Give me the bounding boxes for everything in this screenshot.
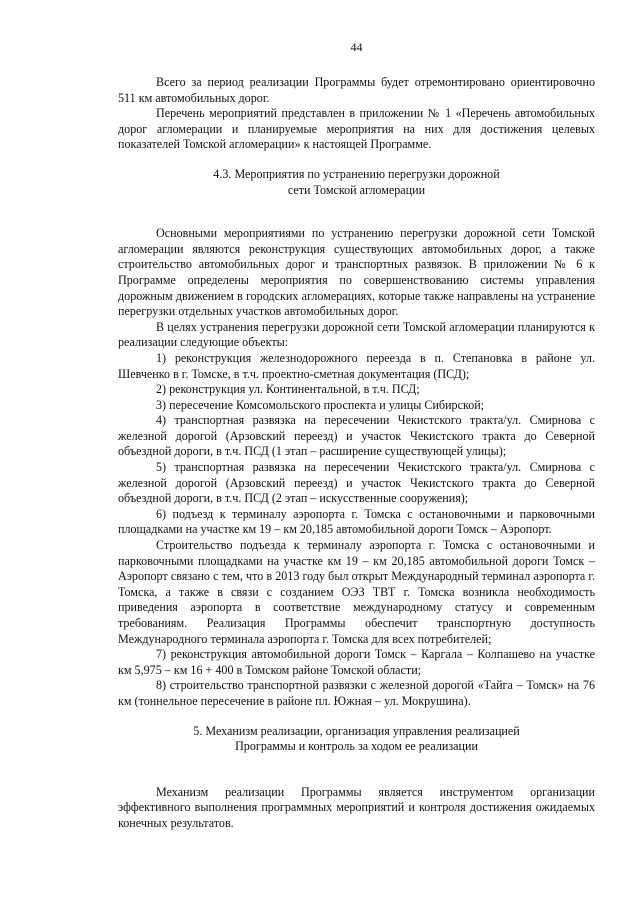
spacer bbox=[118, 153, 595, 167]
spacer bbox=[118, 755, 595, 785]
list-item: 5) транспортная развязка на пересечении Чекистского тракта/ул. Смирнова с железной дорогой (Арзовский переезд) и участок Чекистского тракта до Северной объездной дороги, в т.ч. ПСД (2 этап – искусственные сооружения); bbox=[118, 460, 595, 506]
section-heading-4-3 bbox=[118, 167, 595, 198]
section-heading-line: Программы и контроль за ходом ее реализации bbox=[235, 739, 478, 754]
body-paragraph: Всего за период реализации Программы будет отремонтировано ориентировочно 511 км автомобильных дорог. bbox=[118, 75, 595, 105]
body-paragraph: Основными мероприятиями по устранению перегрузки дорожной сети Томской агломерации являются реконструкция существующих автомобильных дорог, а также строительство автомобильных дорог и транспортных развязок. В приложении № 6 к Программе определены мероприятия по совершенствованию системы управления дорожным движением в городских агломерациях, которые также направлены на устранение перегрузки отдельных участков автомобильных дорог. bbox=[118, 226, 595, 319]
body-paragraph: Строительство подъезда к терминалу аэропорта г. Томска с остановочными и парковочными площадками на участке км 19 – км 20,185 автомобильной дороги Томск – Аэропорт связано с тем, что в 2013 году был открыт Международный терминал аэропорта г. Томска, а также в связи с созданием ОЭЗ ТВТ г. Томска возникла необходимость приведения аэропорта в соответствие международному статусу и современным требованиям. Реализация Программы обеспечит транспортную доступность Международного терминала аэропорта г. Томска для всех потребителей; bbox=[118, 538, 595, 646]
section-4-3-body bbox=[118, 226, 595, 709]
body-paragraph: Перечень мероприятий представлен в приложении № 1 «Перечень автомобильных дорог агломерации и планируемые мероприятия на них для достижения целевых показателей Томской агломерации» к настоящей Программе. bbox=[118, 106, 595, 152]
section-5-body bbox=[118, 785, 595, 832]
list-item: 4) транспортная развязка на пересечении Чекистского тракта/ул. Смирнова с железной дорогой (Арзовский переезд) и участок Чекистского тракта до Северной объездной дороги, в т.ч. ПСД (1 этап – расширение существующей улицы); bbox=[118, 413, 595, 459]
page-number: 44 bbox=[350, 40, 363, 54]
section-heading-line: 4.3. Мероприятия по устранению перегрузки дорожной bbox=[213, 166, 500, 181]
document-page bbox=[118, 40, 595, 832]
section-heading-line: сети Томской агломерации bbox=[287, 182, 426, 197]
list-item: 3) пересечение Комсомольского проспекта и улицы Сибирской; bbox=[156, 397, 485, 412]
spacer bbox=[118, 710, 595, 724]
list-item: 8) строительство транспортной развязки с железной дорогой «Тайга – Томск» на 76 км (тоннельное пересечение в районе пл. Южная – ул. Мокрушина). bbox=[118, 678, 595, 708]
section-heading-5 bbox=[118, 724, 595, 755]
list-item: 2) реконструкция ул. Континентальной, в т.ч. ПСД; bbox=[156, 382, 420, 397]
body-paragraph: В целях устранения перегрузки дорожной сети Томской агломерации планируются к реализации следующие объекты: bbox=[118, 319, 595, 350]
list-item: 1) реконструкция железнодорожного переезда в п. Степановка в районе ул. Шевченко в г. Томске, в т.ч. проектно-сметная документация (ПСД); bbox=[118, 350, 595, 381]
body-paragraph: Механизм реализации Программы является инструментом организации эффективного выполнения программных мероприятий и контроля достижения ожидаемых конечных результатов. bbox=[118, 784, 595, 830]
spacer bbox=[118, 198, 595, 226]
list-item: 6) подъезд к терминалу аэропорта г. Томска с остановочными и парковочными площадками на участке км 19 – км 20,185 автомобильной дороги Томск – Аэропорт. bbox=[118, 506, 595, 537]
section-heading-line: 5. Механизм реализации, организация управления реализацией bbox=[193, 723, 520, 738]
list-item: 7) реконструкция автомобильной дороги Томск – Каргала – Колпашево на участке км 5,975 – км 16 + 400 в Томском районе Томской области; bbox=[118, 647, 595, 677]
